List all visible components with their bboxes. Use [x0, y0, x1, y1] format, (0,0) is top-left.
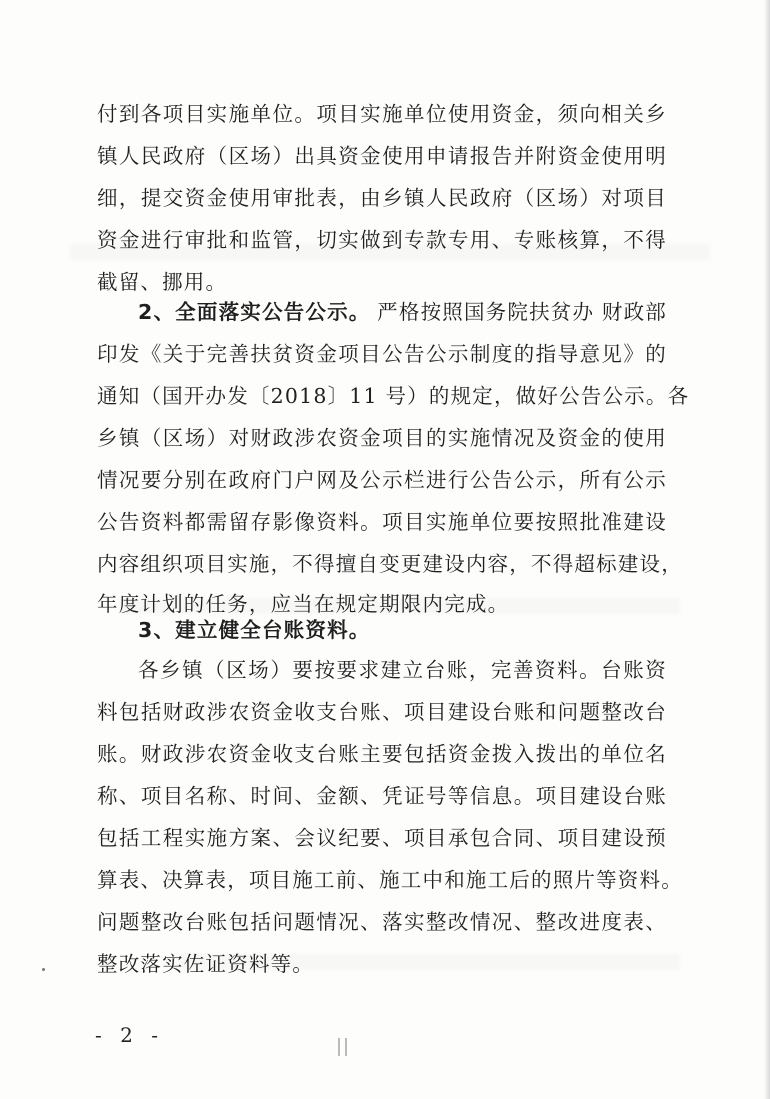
section-2-line-last: 年度计划的任务，应当在规定期限内完成。	[97, 592, 510, 616]
section-3-line: 称、项目名称、时间、金额、凭证号等信息。项目建设台账	[97, 784, 667, 808]
paragraph-1-line-2: 镇人民政府（区场）出具资金使用申请报告并附资金使用明	[97, 144, 667, 168]
scan-speck	[42, 968, 45, 971]
scan-edge-shadow	[764, 0, 770, 1099]
section-2-line: 印发《关于完善扶贫资金项目公告公示制度的指导意见》的	[97, 342, 667, 366]
paragraph-1-line-1: 付到各项目实施单位。项目实施单位使用资金，须向相关乡	[97, 102, 667, 126]
section-2-line: 乡镇（区场）对财政涉农资金项目的实施情况及资金的使用	[97, 426, 667, 450]
section-3-line: 算表、决算表，项目施工前、施工中和施工后的照片等资料。	[97, 868, 683, 892]
section-3-line: 包括工程实施方案、会议纪要、项目承包合同、项目建设预	[97, 826, 667, 850]
section-2-line: 公告资料都需留存影像资料。项目实施单位要按照批准建设	[97, 510, 667, 534]
paragraph-1-line-3: 细，提交资金使用审批表，由乡镇人民政府（区场）对项目	[97, 186, 667, 210]
section-3-heading: 3、建立健全台账资料。	[138, 618, 371, 642]
paragraph-1-line-5: 截留、挪用。	[97, 270, 228, 294]
section-3-line: 料包括财政涉农资金收支台账、项目建设台账和问题整改台	[97, 700, 667, 724]
section-2-line: 通知（国开办发〔2018〕11 号）的规定，做好公告公示。各	[97, 384, 690, 408]
section-3-line: 账。财政涉农资金收支台账主要包括资金拨入拨出的单位名	[97, 742, 667, 766]
section-2-line: 内容组织项目实施，不得擅自变更建设内容，不得超标建设，	[97, 552, 683, 576]
page-number: - 2 -	[95, 1023, 164, 1047]
section-2-heading: 2、全面落实公告公示。	[138, 300, 371, 324]
section-3-first-line: 各乡镇（区场）要按要求建立台账，完善资料。台账资	[138, 658, 667, 682]
section-3-line: 问题整改台账包括问题情况、落实整改情况、整改进度表、	[97, 910, 667, 934]
paragraph-1-line-4: 资金进行审批和监管，切实做到专款专用、专账核算，不得	[97, 228, 667, 252]
scan-artifact-marks	[336, 1038, 350, 1056]
section-2-first-line	[138, 298, 667, 326]
section-2-first-line-text: 严格按照国务院扶贫办 财政部	[377, 300, 667, 324]
section-3-line-last: 整改落实佐证资料等。	[97, 952, 314, 976]
section-2-line: 情况要分别在政府门户网及公示栏进行公告公示，所有公示	[97, 468, 667, 492]
